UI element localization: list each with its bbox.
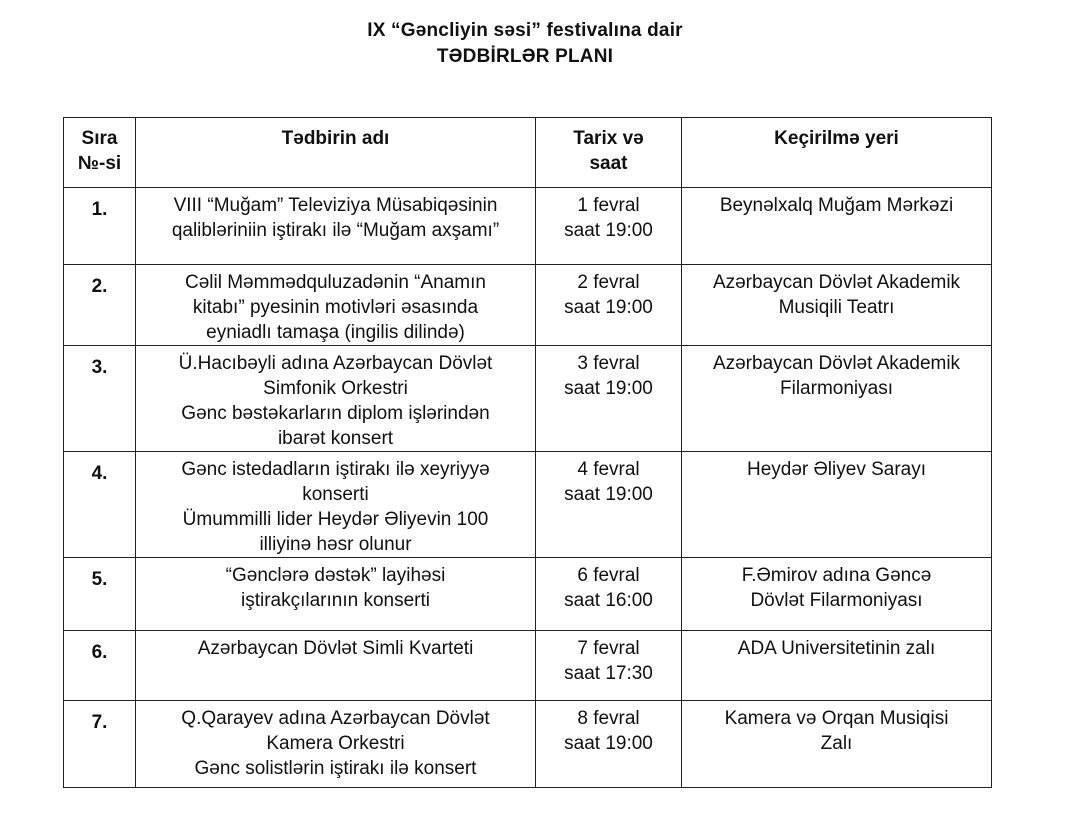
events-plan-table xyxy=(63,117,992,788)
table-header-row xyxy=(64,118,992,188)
table-row xyxy=(64,265,992,346)
table-row xyxy=(64,188,992,265)
table-row xyxy=(64,631,992,701)
table-row xyxy=(64,346,992,452)
venue-cell: ADA Universitetinin zalı xyxy=(682,631,992,701)
venue-cell: Kamera və Orqan Musiqisi Zalı xyxy=(682,701,992,788)
row-number: 2. xyxy=(64,265,136,346)
row-number: 7. xyxy=(64,701,136,788)
venue-cell: Azərbaycan Dövlət Akademik Musiqili Teatrı xyxy=(682,265,992,346)
event-name-cell: Cəlil Məmmədquluzadənin “Anamın kitabı” pyesinin motivləri əsasında eyniadlı tamaşa (ingilis dilində) xyxy=(136,265,536,346)
event-name-cell: Azərbaycan Dövlət Simli Kvarteti xyxy=(136,631,536,701)
date-time-cell: 7 fevral saat 17:30 xyxy=(536,631,682,701)
event-name-cell: Gənc istedadların iştirakı ilə xeyriyyə konserti Ümummilli lider Heydər Əliyevin 100 illiyinə həsr olunur xyxy=(136,452,536,558)
column-header-event-name: Tədbirin adı xyxy=(136,118,536,188)
date-time-cell: 6 fevral saat 16:00 xyxy=(536,558,682,631)
table-row xyxy=(64,701,992,788)
venue-cell: F.Əmirov adına Gəncə Dövlət Filarmoniyası xyxy=(682,558,992,631)
title-line-1: IX “Gəncliyin səsi” festivalına dair xyxy=(367,20,683,41)
row-number: 6. xyxy=(64,631,136,701)
table-row xyxy=(64,558,992,631)
column-header-venue: Keçirilmə yeri xyxy=(682,118,992,188)
event-name-cell: VIII “Muğam” Televiziya Müsabiqəsinin qalibləriniin iştirakı ilə “Muğam axşamı” xyxy=(136,188,536,265)
title-line-2: TƏDBİRLƏR PLANI xyxy=(436,46,614,67)
row-number: 1. xyxy=(64,188,136,265)
column-header-number: Sıra №-si xyxy=(64,118,136,188)
date-time-cell: 1 fevral saat 19:00 xyxy=(536,188,682,265)
row-number: 5. xyxy=(64,558,136,631)
venue-cell: Heydər Əliyev Sarayı xyxy=(682,452,992,558)
event-name-cell: “Gənclərə dəstək” layihəsi iştirakçılarının konserti xyxy=(136,558,536,631)
date-time-cell: 4 fevral saat 19:00 xyxy=(536,452,682,558)
event-name-cell: Q.Qarayev adına Azərbaycan Dövlət Kamera Orkestri Gənc solistlərin iştirakı ilə konsert xyxy=(136,701,536,788)
table-row xyxy=(64,452,992,558)
row-number: 4. xyxy=(64,452,136,558)
venue-cell: Beynəlxalq Muğam Mərkəzi xyxy=(682,188,992,265)
date-time-cell: 8 fevral saat 19:00 xyxy=(536,701,682,788)
column-header-date-time: Tarix və saat xyxy=(536,118,682,188)
row-number: 3. xyxy=(64,346,136,452)
venue-cell: Azərbaycan Dövlət Akademik Filarmoniyası xyxy=(682,346,992,452)
date-time-cell: 3 fevral saat 19:00 xyxy=(536,346,682,452)
date-time-cell: 2 fevral saat 19:00 xyxy=(536,265,682,346)
event-name-cell: Ü.Hacıbəyli adına Azərbaycan Dövlət Simfonik Orkestri Gənc bəstəkarların diplom işlərindən ibarət konsert xyxy=(136,346,536,452)
document-title xyxy=(0,18,1050,70)
